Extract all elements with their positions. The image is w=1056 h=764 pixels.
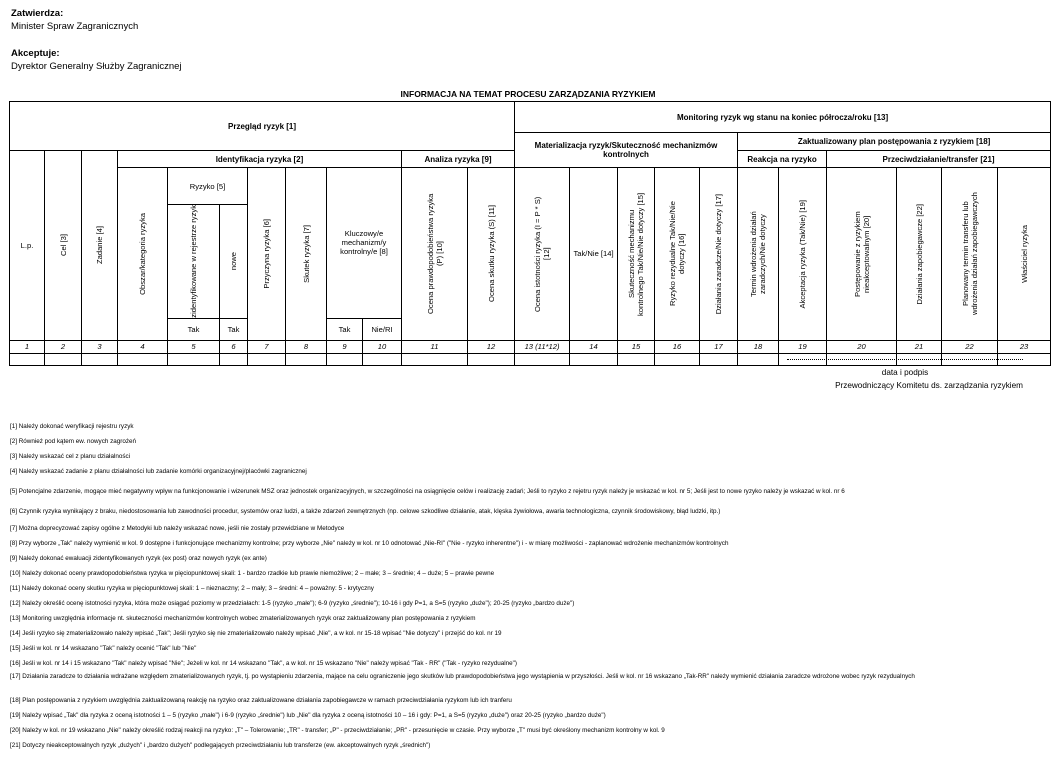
col-number: 6 <box>220 340 248 353</box>
approves-label: Zatwierdza: <box>11 8 64 19</box>
footnote: [20] Należy w kol. nr 19 wskazano „Nie" należy określić rodzaj reakcji na ryzyko: „T" – Tolerowanie; „TR" - transfer; „P" - przeciwdziałanie; „PR" - przesunięcie w czasie. Przy wyborze „T" musi być określony mechanizm kontrolny w kol. 9 <box>10 727 665 734</box>
col-number: 4 <box>118 340 168 353</box>
document-title: INFORMACJA NA TEMAT PROCESU ZARZĄDZANIA RYZYKIEM <box>400 89 656 99</box>
col-goal: Cel [3] <box>45 151 82 341</box>
table-cell[interactable] <box>168 353 220 365</box>
col-area: Obszar/kategoria ryzyka <box>118 168 168 341</box>
footnote: [7] Można doprecyzować zapisy ogólne z Metodyki lub należy wskazać nowe, jeśli nie zostały przewidziane w Metodyce <box>10 525 345 532</box>
column-numbers-row <box>10 340 1051 353</box>
col-number: 19 <box>779 340 827 353</box>
footnote: [18] Plan postępowania z ryzykiem uwzględnia zaktualizowaną reakcję na ryzyko oraz zaktualizowane działania zapobiegawcze w ramach przeciwdziałania ryzykom lub ich tranferu <box>10 697 512 704</box>
col-preventive: Działania zapobiegawcze [22] <box>897 168 942 341</box>
col-acceptance: Akceptacja ryzyka (Tak/Nie) [19] <box>779 168 827 341</box>
table-cell[interactable] <box>738 353 779 365</box>
new-tak: Tak <box>220 318 248 340</box>
col-planned-transfer: Planowany termin transferu lub wdrożenia działań zapobiegawczych <box>942 168 998 341</box>
footnote: [14] Jeśli ryzyko się zmaterializowało należy wpisać „Tak"; Jeśli ryzyko się nie zmaterializowało należy wpisać „Nie", a w kol. nr 15-18 wpisać "Nie dotyczy" i przejść do kol. nr 19 <box>10 630 502 637</box>
col-yes-no: Tak/Nie [14] <box>570 168 618 341</box>
col-number: 16 <box>655 340 700 353</box>
table-cell[interactable] <box>10 353 45 365</box>
footnote: [5] Potencjalne zdarzenie, mogące mieć negatywny wpływ na funkcjonowanie i wizerunek MSZ oraz jednostek organizacyjnych, w szczególności na osiągnięcie celów i realizację zadań; Jeśli to ryzyko z rejetru ryzyk należy je wskazać w kol. nr 5; Jeśli jest to nowe ryzyko należy je wskazać w kol. nr 6 <box>10 488 845 495</box>
footnote: [6] Czynnik ryzyka wynikający z braku, niedostosowania lub zawodności procedur, systemów oraz ludzi, a także zdarzeń zewnętrznych (np. celowe szkodliwe działanie, atak, klęska żywiołowa, awaria technologiczna, czynnik środowiskowy, błąd ludzki, itp.) <box>10 508 721 515</box>
col-corrective: Działania zaradcze/Nie dotyczy [17] <box>700 168 738 341</box>
footnote: [11] Należy dokonać oceny skutku ryzyka w pięciopunktowej skali: 1 – nieznaczny; 2 – mały; 3 – średni: 4 – poważny: 5 - krytyczny <box>10 585 374 592</box>
col-new: nowe <box>220 205 248 319</box>
col-number: 18 <box>738 340 779 353</box>
col-number: 23 <box>998 340 1051 353</box>
col-effectiveness: Skuteczność mechanizmu kontrolnego Tak/Nie/Nie dotyczy [15] <box>618 168 655 341</box>
col-residual: Ryzyko rezydualne Tak/Nie/Nie dotyczy [16] <box>655 168 700 341</box>
col-identified: zidentyfikowane w rejestrze ryzyk <box>168 205 220 319</box>
col-number: 2 <box>45 340 82 353</box>
key-tak: Tak <box>327 318 363 340</box>
materialization-header: Materializacja ryzyk/Skuteczność mechanizmów kontrolnych <box>515 133 738 168</box>
table-cell[interactable] <box>82 353 118 365</box>
identification-header: Identyfikacja ryzyka [2] <box>118 151 402 168</box>
table-cell[interactable] <box>327 353 363 365</box>
table-cell[interactable] <box>402 353 468 365</box>
col-number: 12 <box>468 340 515 353</box>
footnote: [4] Należy wskazać zadanie z planu działalności lub zadanie komórki organizacyjnej/placówki zagranicznej <box>10 468 307 475</box>
footnote: [3] Należy wskazać cel z planu działalności <box>10 453 131 460</box>
risk-header: Ryzyko [5] <box>168 168 248 205</box>
col-number: 8 <box>286 340 327 353</box>
table-cell[interactable] <box>570 353 618 365</box>
col-number: 1 <box>10 340 45 353</box>
table-cell[interactable] <box>45 353 82 365</box>
table-cell[interactable] <box>655 353 700 365</box>
col-lp: L.p. <box>10 151 45 341</box>
key-nie-ri: Nie/RI <box>363 318 402 340</box>
signature-line <box>787 359 1023 360</box>
col-number: 5 <box>168 340 220 353</box>
col-effect: Skutek ryzyka [7] <box>286 168 327 341</box>
accepts-name: Dyrektor Generalny Służby Zagranicznej <box>11 61 182 72</box>
col-number: 14 <box>570 340 618 353</box>
footnote: [2] Również pod kątem ew. nowych zagrożeń <box>10 438 137 445</box>
footnote: [13] Monitoring uwzględnia informacje nt. skuteczności mechanizmów kontrolnych wobec zmaterializowanych ryzyk oraz zaktualizowany plan postępowania z ryzykiem <box>10 615 476 622</box>
col-probability: Ocena prawdopodobieństwa ryzyka (P) [10] <box>402 168 468 341</box>
signature-role-label: Przewodniczący Komitetu ds. zarządzania ryzykiem <box>835 381 1023 390</box>
col-number: 17 <box>700 340 738 353</box>
footnote: [9] Należy dokonać ewaluacji zidentyfikowanych ryzyk (ex post) oraz nowych ryzyk (ex ante) <box>10 555 267 562</box>
accepts-label: Akceptuje: <box>11 48 60 59</box>
col-number: 15 <box>618 340 655 353</box>
col-cause: Przyczyna ryzyka [6] <box>248 168 286 341</box>
footnote: [12] Należy określić ocenę istotności ryzyka, która może osiągać poziomy w przedziałach: 1-5 (ryzyko „małe"); 6-9 (ryzyko „średnie"); 10-16 i gdy P=1, a S=5 (ryzyko „duże"); 20-25 (ryzyko „bardzo duże") <box>10 600 575 607</box>
col-number: 3 <box>82 340 118 353</box>
approves-name: Minister Spraw Zagranicznych <box>11 21 139 32</box>
table-cell[interactable] <box>248 353 286 365</box>
identified-tak: Tak <box>168 318 220 340</box>
col-number: 9 <box>327 340 363 353</box>
updated-plan-header: Zaktualizowany plan postępowania z ryzykiem [18] <box>738 133 1051 151</box>
col-task: Zadanie [4] <box>82 151 118 341</box>
col-number: 22 <box>942 340 998 353</box>
col-number: 11 <box>402 340 468 353</box>
col-deadline: Termin wdrożenia działań zaradczych/Nie dotyczy <box>738 168 779 341</box>
analysis-header: Analiza ryzyka [9] <box>402 151 515 168</box>
col-unacceptable: Postępowanie z ryzykiem nieakceptowalnym [20] <box>827 168 897 341</box>
footnote: [19] Należy wpisać „Tak" dla ryzyka z oceną istotności 1 – 5 (ryzyko „małe") i 6-9 (ryzyko „średnie") lub „Nie" dla ryzyka z oceną istotności 10 – 16 i gdy: P=1, a S=5 (ryzyko „duże") oraz 20-25 (ryzyko „bardzo duże") <box>10 712 606 719</box>
footnote: [1] Należy dokonać weryfikacji rejestru ryzyk <box>10 423 134 430</box>
counteraction-header: Przeciwdziałanie/transfer [21] <box>827 151 1051 168</box>
table-cell[interactable] <box>118 353 168 365</box>
key-control-header: Kluczowy/e mechanizm/y kontrolny/e [8] <box>327 168 402 319</box>
footnote: [17] Działania zaradcze to działania wdrażane względem zmaterializowanych ryzyk, tj. po wystąpieniu zdarzenia, mające na celu ograniczenie jego skutków lub prawdopodobieństwa jego wystąpienia w przyszłości. Jeśli w kol. nr 16 wskazano „Tak-RR" należy wymienić działania zaradcze wdrożone wobec ryzyk rezydualnych <box>10 673 915 680</box>
col-significance: Ocena istotności ryzyka (I = P * S) [12] <box>515 168 570 341</box>
footnote: [15] Jeśli w kol. nr 14 wskazano "Tak" należy ocenić "Tak" lub "Nie" <box>10 645 197 652</box>
col-number: 13 (11*12) <box>515 340 570 353</box>
table-cell[interactable] <box>468 353 515 365</box>
signature-date-label: data i podpis <box>881 368 929 377</box>
footnote: [8] Przy wyborze „Tak" należy wymienić w kol. 9 dostępne i funkcjonujące mechanizmy kontrolne; przy wyborze „Nie" należy w kol. nr 10 odnotować „Nie-RI" ("Nie - ryzyko inherentne") i - w miarę możliwości - zaplanować wdrożenie mechanizmów kontrolnych <box>10 540 729 547</box>
table-cell[interactable] <box>286 353 327 365</box>
footnote: [16] Jeśli w kol. nr 14 i 15 wskazano "Tak" należy wpisać "Nie"; Jeżeli w kol. nr 14 wskazano "Tak", a w kol. nr 15 wskazano "Nie" należy wpisać "Tak - RR" ("Tak - ryzyko rezydualne") <box>10 660 517 667</box>
table-cell[interactable] <box>220 353 248 365</box>
table-cell[interactable] <box>700 353 738 365</box>
acceptance-block <box>11 47 182 73</box>
footnote: [10] Należy dokonać oceny prawdopodobieństwa ryzyka w pięciopunktowej skali: 1 - bardzo rzadkie lub prawie niemożliwe; 2 – małe; 3 – średnie; 4 – duże; 5 – prawie pewne <box>10 570 495 577</box>
approval-block <box>11 7 138 33</box>
footnote: [21] Dotyczy nieakceptowalnych ryzyk „dużych" i „bardzo dużych" podlegających przeciwdziałaniu lub transferze (ew. akceptowalnych ryzyk „średnich") <box>10 742 431 749</box>
monitoring-header: Monitoring ryzyk wg stanu na koniec półrocza/roku [13] <box>515 102 1051 133</box>
col-number: 7 <box>248 340 286 353</box>
table-cell[interactable] <box>515 353 570 365</box>
reaction-header: Reakcja na ryzyko <box>738 151 827 168</box>
review-header: Przegląd ryzyk [1] <box>10 102 515 151</box>
risk-table <box>9 101 1051 366</box>
col-number: 10 <box>363 340 402 353</box>
col-number: 21 <box>897 340 942 353</box>
col-owner: Właściciel ryzyka <box>998 168 1051 341</box>
col-number: 20 <box>827 340 897 353</box>
col-impact: Ocena skutku ryzyka (S) [11] <box>468 168 515 341</box>
table-cell[interactable] <box>363 353 402 365</box>
table-cell[interactable] <box>618 353 655 365</box>
